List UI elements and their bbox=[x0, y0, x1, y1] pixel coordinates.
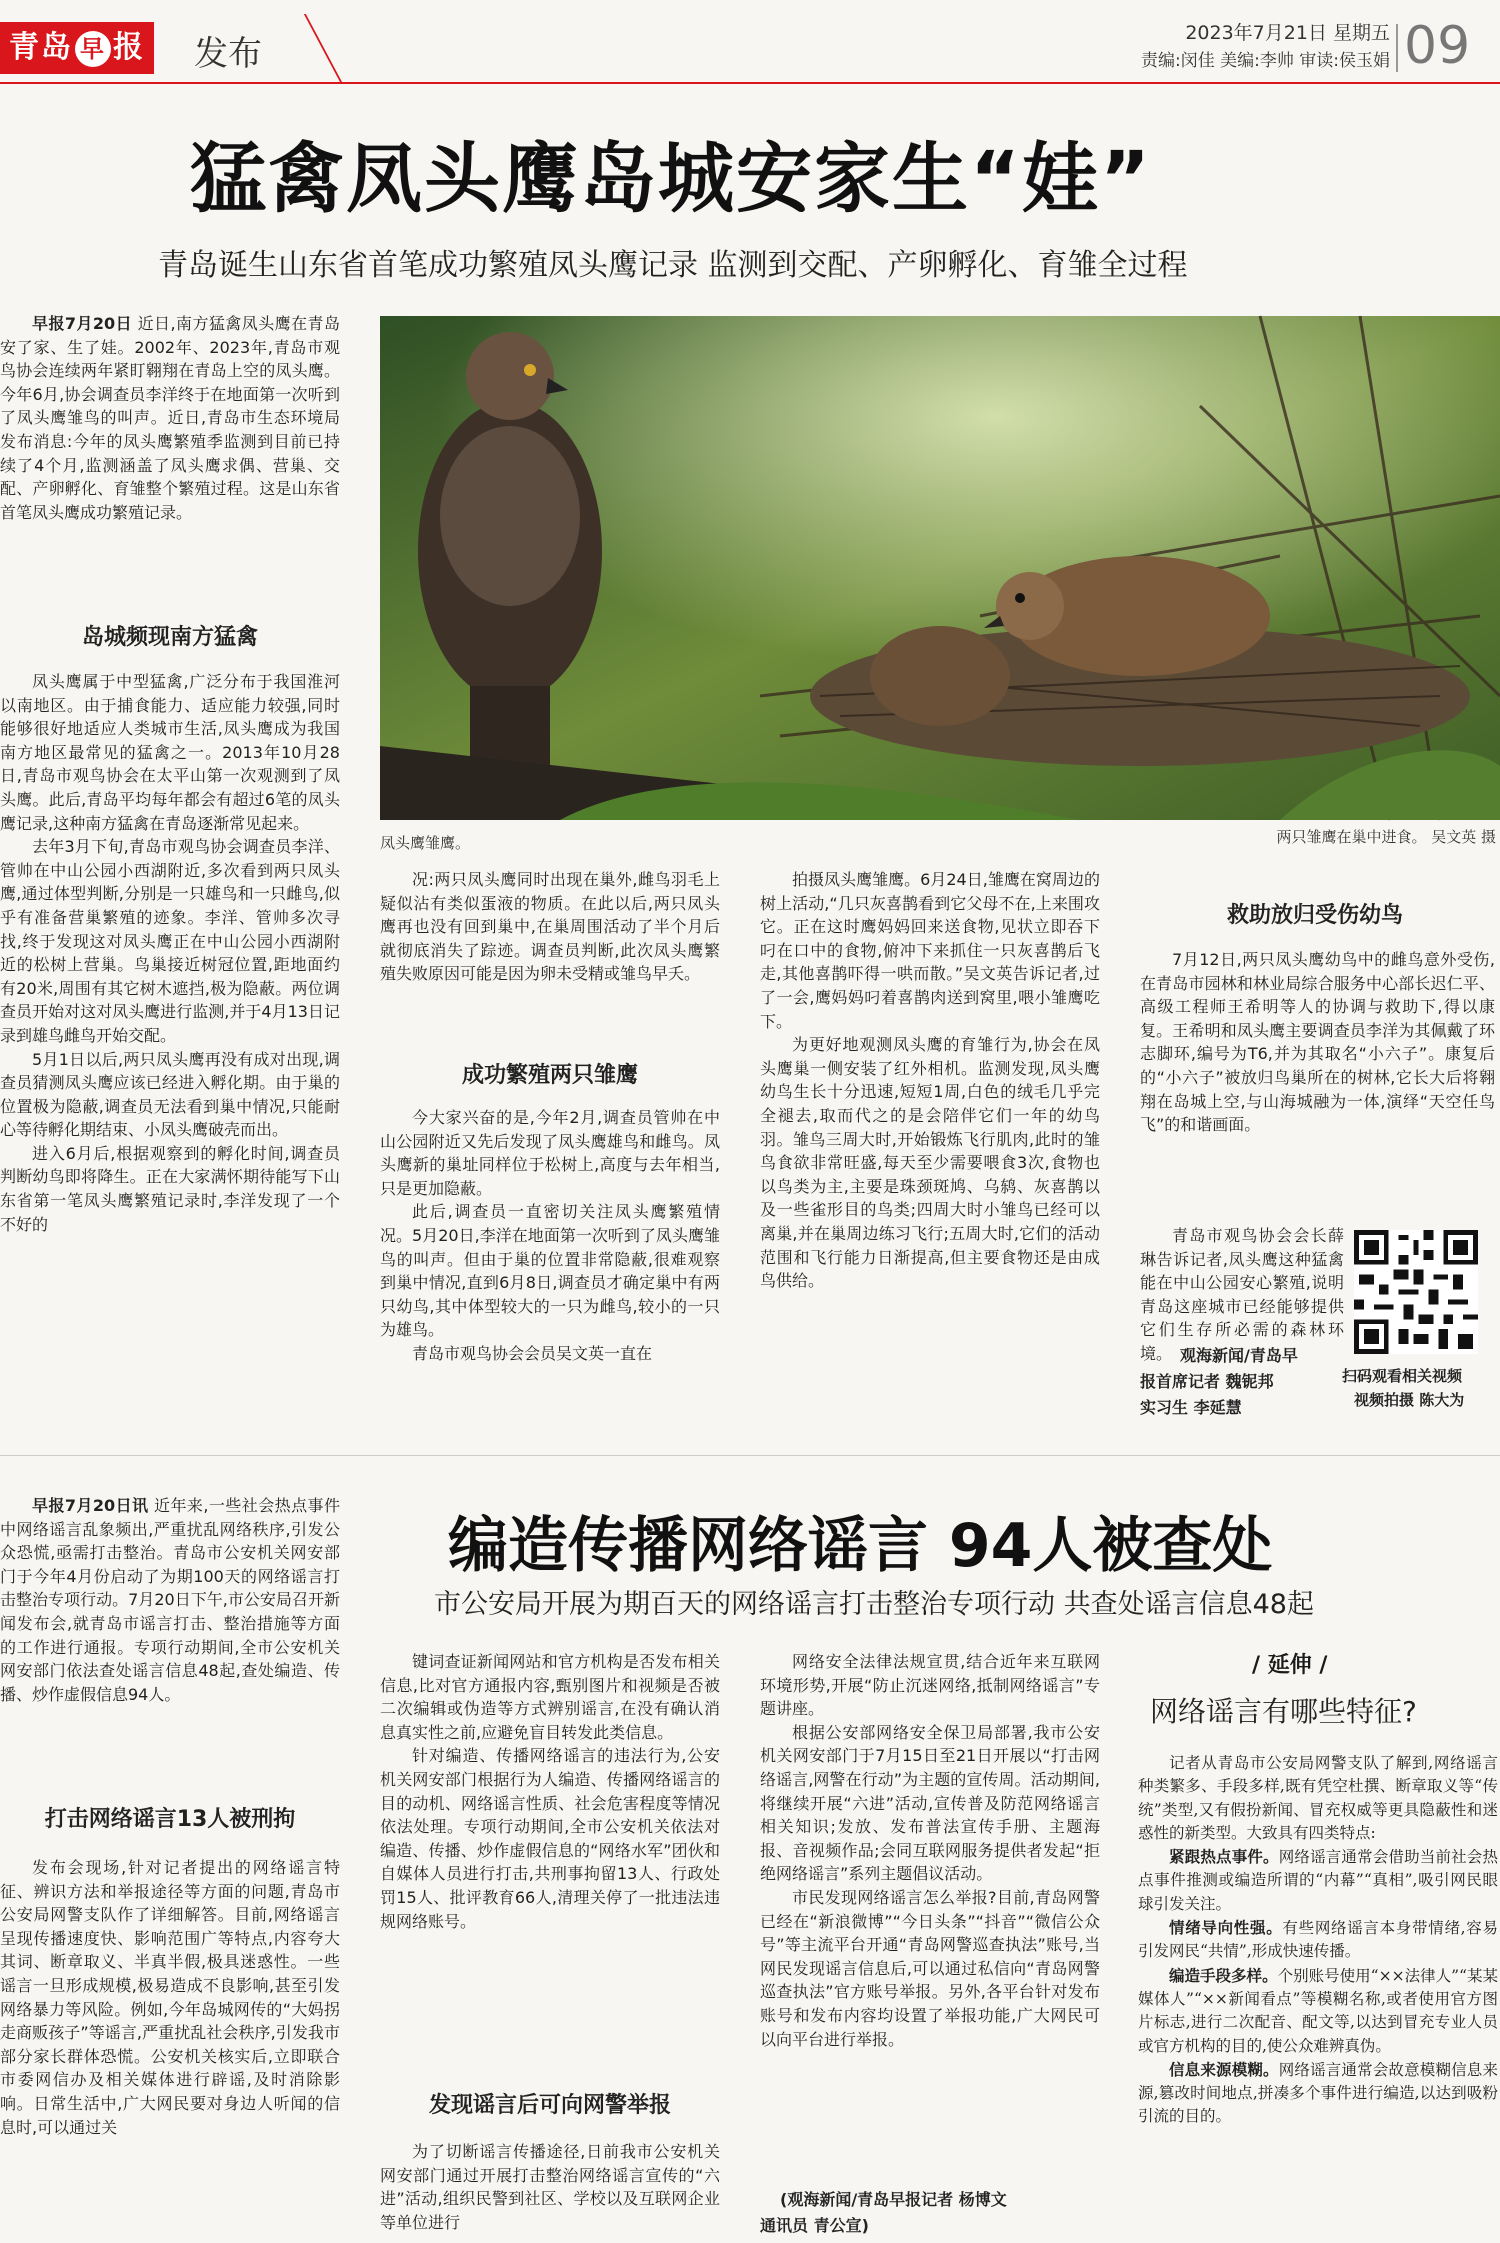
photo-caption-left: 凤头鹰雏鹰。 bbox=[380, 834, 471, 852]
editor-credits: 责编:闵佳 美编:李帅 审读:侯玉娟 bbox=[1141, 51, 1390, 71]
logo-badge: 早 bbox=[75, 31, 111, 67]
article2-byline-2: 通讯员 青公宣) bbox=[760, 2216, 869, 2235]
article2-col2-bottom: 为了切断谣言传播途径,日前我市公安机关网安部门通过开展打击整治网络谣言宣传的“六进”活动,组织民警到社区、学校以及互联网企业等单位进行 bbox=[380, 2142, 720, 2232]
header-slant-divider bbox=[264, 14, 342, 82]
header-rule bbox=[0, 82, 1500, 84]
article2-subheadline: 市公安局开展为期百天的网络谣言打击整治专项行动 共查处谣言信息48起 bbox=[434, 1589, 1314, 1620]
article1-subhead-2: 成功繁殖两只雏鹰 bbox=[461, 1063, 638, 1088]
article1-byline-1: 观海新闻/青岛早 bbox=[1180, 1346, 1298, 1365]
photo-caption-right: 两只雏鹰在巢中进食。 吴文英 摄 bbox=[1276, 828, 1496, 846]
extension-title: 网络谣言有哪些特征? bbox=[1150, 1695, 1417, 1728]
article1-col1-intro: 早报7月20日 近日,南方猛禽凤头鹰在青岛安了家、生了娃。2002年、2023年,青岛市观鸟协会连续两年紧盯翱翔在青岛上空的凤头鹰。今年6月,协会调查员李洋终于在地面第一次听到了凤头鹰雏鸟的叫声。近日,青岛市生态环境局发布消息:今年的凤头鹰繁殖季监测到目前已持续了4个月,监测涵盖了凤头鹰求偶、营巢、交配、产卵孵化、育雏整个繁殖过程。这是山东省首笔凤头鹰成功繁殖记录。 bbox=[0, 314, 340, 522]
qr-caption-2: 视频拍摄 陈大为 bbox=[1354, 1391, 1465, 1409]
extension-tag: / 延伸 / bbox=[1252, 1653, 1328, 1678]
hawk-nest-photo bbox=[380, 316, 1500, 820]
article1-headline: 猛禽凤头鹰岛城安家生“娃” bbox=[190, 134, 1152, 223]
qr-code[interactable] bbox=[1354, 1230, 1478, 1354]
dateline-2: 早报7月20日讯 bbox=[32, 1496, 149, 1515]
article1-subhead-1: 岛城频现南方猛禽 bbox=[81, 625, 258, 650]
article1-col2-body: 今大家兴奋的是,今年2月,调查员管帅在中山公园附近又先后发现了凤头鹰雄鸟和雌鸟。凤头鹰新的巢址同样位于松树上,高度与去年相当,只是更加隐蔽。 此后,调查员一直密切关注凤头鹰繁殖情况。5月20日,李洋在地面第一次听到了凤头鹰雏鸟的叫声。但由于巢的位置非常隐蔽,很难观察到巢中情况,直到6月8日,调查员才确定巢中有两只幼鸟,其中体型较大的一只为雌鸟,较小的一只为雄鸟。 青岛市观鸟协会会员吴文英一直在 bbox=[380, 1108, 720, 1363]
qr-caption-1: 扫码观看相关视频 bbox=[1342, 1367, 1463, 1385]
article2-col1-body: 发布会现场,针对记者提出的网络谣言特征、辨识方法和举报途径等方面的问题,青岛市公安局网警支队作了详细解答。目前,网络谣言呈现传播速度快、影响范围广等特点,内容夸大其词、断章取义、半真半假,极具迷惑性。一些谣言一旦形成规模,极易造成不良影响,甚至引发网络暴力等风险。例如,今年岛城网传的“大妈拐走商贩孩子”等谣言,严重扰乱社会秩序,引发我市部分家长群体恐慌。公安机关核实后,立即联合市委网信办及相关媒体进行辟谣,及时消除影响。日常生活中,广大网民要对身边人听闻的信息时,可以通过关 bbox=[0, 1858, 340, 2137]
article1-col4-body: 7月12日,两只凤头鹰幼鸟中的雌鸟意外受伤,在青岛市园林和林业局综合服务中心部长迟仁平、高级工程师王希明等人的协调与救助下,得以康复。王希明和凤头鹰主要调查员李洋为其佩戴了环志脚环,编号为T6,并为其取名“小六子”。康复后的“小六子”被放归鸟巢所在的树林,它长大后将翱翔在岛城上空,与山海城融为一体,演绎“天空任鸟飞”的和谐画面。 bbox=[1140, 950, 1495, 1135]
issue-date: 2023年7月21日 星期五 bbox=[1185, 22, 1390, 44]
article1-col3-body: 拍摄凤头鹰雏鹰。6月24日,雏鹰在窝周边的树上活动,“几只灰喜鹊看到它父母不在,上来围攻它。正在这时鹰妈妈回来送食物,见状立即吞下叼在口中的食物,俯冲下来抓住一只灰喜鹊后飞走,其他喜鹊吓得一哄而散。”吴文英告诉记者,过了一会,鹰妈妈叼着喜鹊肉送到窝里,喂小雏鹰吃下。 为更好地观测凤头鹰的育雏行为,协会在凤头鹰巢一侧安装了红外相机。监测发现,凤头鹰幼鸟生长十分迅速,短短1周,白色的绒毛几乎完全褪去,取而代之的是会陪伴它们一年的幼鸟羽。雏鸟三周大时,开始锻炼飞行肌肉,此时的雏鸟食欲非常旺盛,每天至少需要喂食3次,食物也以鸟类为主,主要是珠颈斑鸠、乌鸫、灰喜鹊以及一些雀形目的鸟类;四周大时小雏鸟已经可以离巢,并在巢周边练习飞行;五周大时,它们的活动范围和飞行能力日渐提高,但主要食物还是由成鸟供给。 bbox=[760, 870, 1100, 1291]
article1-subheadline: 青岛诞生山东省首笔成功繁殖凤头鹰记录 监测到交配、产卵孵化、育雏全过程 bbox=[158, 248, 1188, 283]
article1-byline-2: 报首席记者 魏铌邦 bbox=[1140, 1372, 1274, 1391]
article-divider bbox=[0, 1455, 1500, 1456]
article2-byline-1: (观海新闻/青岛早报记者 杨博文 bbox=[780, 2190, 1007, 2209]
extension-body: 记者从青岛市公安局网警支队了解到,网络谣言种类繁多、手段多样,既有凭空杜撰、断章取义等“传统”类型,又有假扮新闻、冒充权威等更具隐蔽性和迷惑性的新类型。大致具有四类特点: 紧跟热点事件。网络谣言通常会借助当前社会热点事件推测或编造所谓的“内幕”“真相”,吸引网民眼球引发关注。 情绪导向性强。有些网络谣言本身带情绪,容易引发网民“共情”,形成快速传播。 编造手段多样。个别账号使用“××法律人”“某某媒体人”“××新闻看点”等模糊名称,或者使用官方图片标志,进行二次配音、配文等,以达到冒充专业人员或官方机构的目的,使公众难辨真伪。 信息来源模糊。网络谣言通常会故意模糊信息来源,篡改时间地点,拼凑多个事件进行编造,以达到吸粉引流的目的。 bbox=[1138, 1754, 1498, 2126]
article2-subhead-2: 发现谣言后可向网警举报 bbox=[428, 2093, 671, 2118]
newspaper-logo: 青岛 早 报 bbox=[0, 22, 154, 74]
article1-subhead-3: 救助放归受伤幼鸟 bbox=[1226, 903, 1403, 928]
article1-col4-quote: 青岛市观鸟协会会长薛琳告诉记者,凤头鹰这种猛禽能在中山公园安心繁殖,说明青岛这座城市已经能够提供它们生存所必需的森林环境。 bbox=[1140, 1226, 1344, 1363]
hawk-photo-illustration bbox=[380, 316, 1500, 820]
article2-col3-body: 网络安全法律法规宣贯,结合近年来互联网环境形势,开展“防止沉迷网络,抵制网络谣言”专题讲座。 根据公安部网络安全保卫局部署,我市公安机关网安部门于7月15日至21日开展以“打击网络谣言,网警在行动”为主题的宣传周。活动期间,将继续开展“六进”活动,宣传普及防范网络谣言相关知识;发放、发布普法宣传手册、主题海报、音视频作品;会同互联网服务提供者发起“拒绝网络谣言”系列主题倡议活动。 市民发现网络谣言怎么举报?目前,青岛网警已经在“新浪微博”“今日头条”“抖音”“微信公众号”等主流平台开通“青岛网警巡查执法”账号,当网民发现谣言信息后,可以通过私信向“青岛网警巡查执法”官方账号举报。另外,各平台针对发布账号和发布内容均设置了举报功能,广大网民可以向平台进行举报。 bbox=[760, 1652, 1100, 2049]
page-number-divider bbox=[1396, 24, 1398, 72]
dateline: 早报7月20日 bbox=[32, 314, 133, 333]
article2-headline: 编造传播网络谣言 94人被查处 bbox=[448, 1511, 1273, 1581]
section-name: 发布 bbox=[194, 34, 262, 74]
qr-code-icon bbox=[1354, 1230, 1478, 1354]
article2-col1-intro: 早报7月20日讯 近年来,一些社会热点事件中网络谣言乱象频出,严重扰乱网络秩序,引发公众恐慌,亟需打击整治。青岛市公安机关网安部门于今年4月份启动了为期100天的网络谣言打击整治专项行动。7月20日下午,市公安局召开新闻发布会,就青岛市谣言打击、整治措施等方面的工作进行通报。专项行动期间,全市公安机关网安部门依法查处谣言信息48起,查处编造、传播、炒作虚假信息94人。 bbox=[0, 1496, 340, 1704]
article2-subhead-1: 打击网络谣言13人被刑拘 bbox=[44, 1807, 296, 1832]
article2-col2-body: 键词查证新闻网站和官方机构是否发布相关信息,比对官方通报内容,甄别图片和视频是否被二次编辑或伪造等方式辨别谣言,在没有确认消息真实性之前,应避免盲目转发此类信息。 针对编造、传播网络谣言的违法行为,公安机关网安部门根据行为人编造、传播网络谣言的目的动机、网络谣言性质、社会危害程度等情况依法处理。专项行动期间,全市公安机关依法对编造、传播、炒作虚假信息的“网络水军”团伙和自媒体人员进行打击,共刑事拘留13人、行政处罚15人、批评教育66人,清理关停了一批违法违规网络账号。 bbox=[380, 1652, 720, 1931]
page-number: 09 bbox=[1404, 16, 1471, 76]
article1-byline-3: 实习生 李延慧 bbox=[1140, 1398, 1242, 1417]
article1-col1-body: 凤头鹰属于中型猛禽,广泛分布于我国淮河以南地区。由于捕食能力、适应能力较强,同时能够很好地适应人类城市生活,凤头鹰成为我国南方地区最常见的猛禽之一。2013年10月28日,青岛市观鸟协会在太平山第一次观测到了凤头鹰。此后,青岛平均每年都会有超过6笔的凤头鹰记录,这种南方猛禽在青岛逐渐常见起来。 去年3月下旬,青岛市观鸟协会调查员李洋、管帅在中山公园小西湖附近,多次看到两只凤头鹰,通过体型判断,分别是一只雄鸟和一只雌鸟,似乎有准备营巢繁殖的迹象。李洋、管帅多次寻找,终于发现这对凤头鹰正在中山公园小西湖附近的松树上营巢。鸟巢接近树冠位置,距地面约有20米,周围有其它树木遮挡,极为隐蔽。两位调查员开始对这对凤头鹰进行监测,并于4月13日记录到雄鸟雌鸟开始交配。 5月1日以后,两只凤头鹰再没有成对出现,调查员猜测凤头鹰应该已经进入孵化期。由于巢的位置极为隐蔽,调查员无法看到巢中情况,只能耐心等待孵化期结束、小凤头鹰破壳而出。 进入6月后,根据观察到的孵化时间,调查员判断幼鸟即将降生。正在大家满怀期待能写下山东省第一笔凤头鹰繁殖记录时,李洋发现了一个不好的 bbox=[0, 672, 340, 1234]
article1-col2-top: 况:两只凤头鹰同时出现在巢外,雌鸟羽毛上疑似沾有类似蛋液的物质。在此以后,两只凤头鹰再也没有回到巢中,在巢周围活动了半个月后就彻底消失了踪迹。调查员判断,此次凤头鹰繁殖失败原因可能是因为卵未受精或雏鸟早夭。 bbox=[380, 870, 720, 984]
